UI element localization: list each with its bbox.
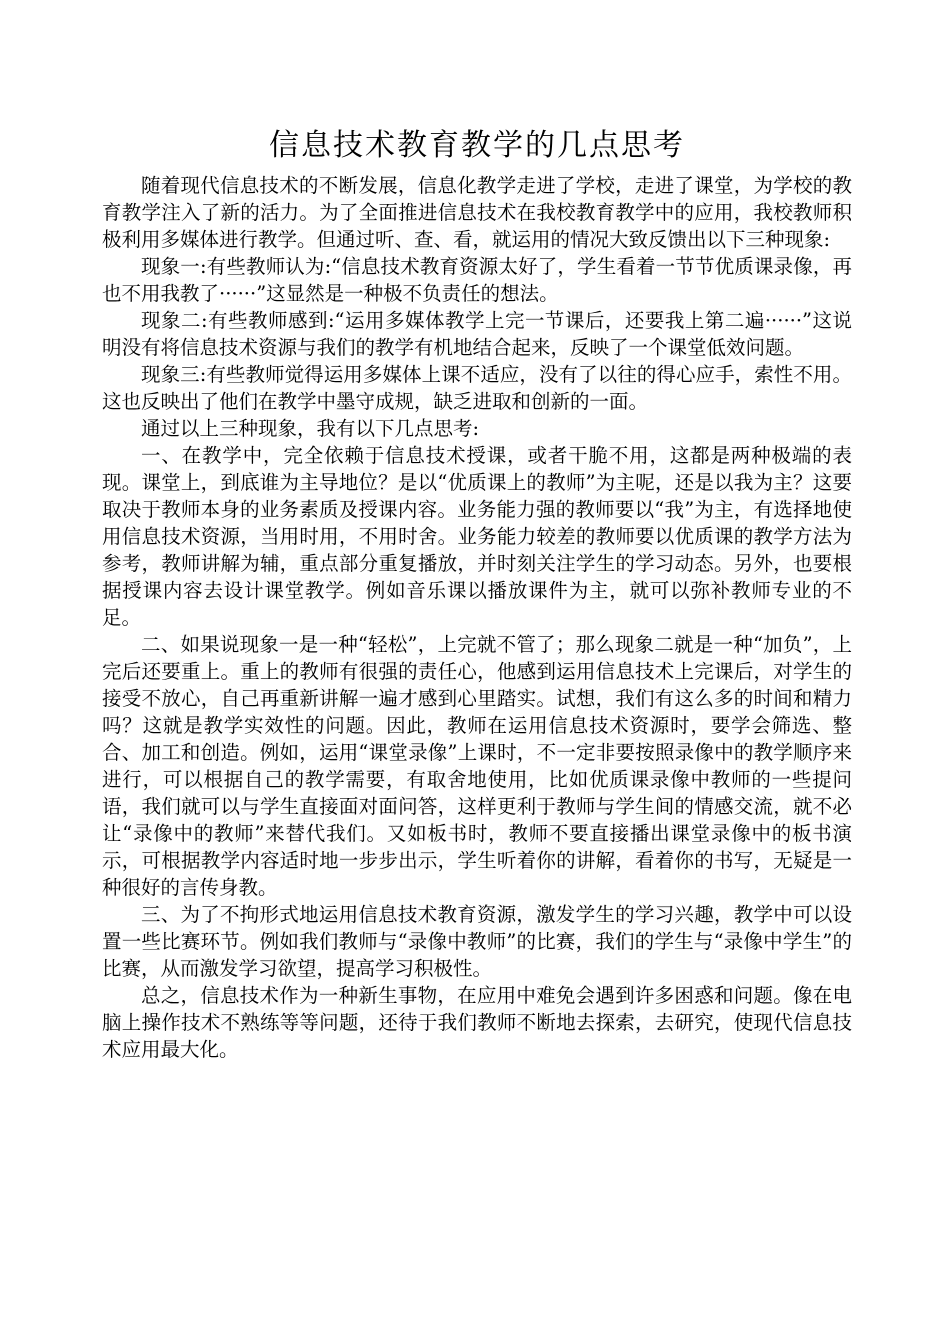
phenomenon-two-paragraph: 现象二:有些教师感到:“运用多媒体教学上完一节课后，还要我上第二遍······”这说明没有将信息技术资源与我们的教学有机地结合起来，反映了一个课堂低效问题。 xyxy=(102,309,852,359)
document-title: 信息技术教育教学的几点思考 xyxy=(269,128,685,163)
intro-paragraph: 随着现代信息技术的不断发展，信息化教学走进了学校，走进了课堂，为学校的教育教学注入了新的活力。为了全面推进信息技术在我校教育教学中的应用，我校教师积极利用多媒体进行教学。但通过听、查、看，就运用的情况大致反馈出以下三种现象: xyxy=(102,174,852,251)
thought-one-paragraph: 一、在教学中，完全依赖于信息技术授课，或者干脆不用，这都是两种极端的表现。课堂上，到底谁为主导地位？是以“优质课上的教师”为主呢，还是以我为主？这要取决于教师本身的业务素质及授课内容。业务能力强的教师要以“我”为主，有选择地使用信息技术资源，当用时用，不用时舍。业务能力较差的教师要以优质课的教学方法为参考，教师讲解为辅，重点部分重复播放，并时刻关注学生的学习动态。另外，也要根据授课内容去设计课堂教学。例如音乐课以播放课件为主，就可以弥补教师专业的不足。 xyxy=(102,444,852,629)
thought-two-paragraph: 二、如果说现象一是一种“轻松”，上完就不管了；那么现象二就是一种“加负”，上完后还要重上。重上的教师有很强的责任心，他感到运用信息技术上完课后，对学生的接受不放心，自己再重新讲解一遍才感到心里踏实。试想，我们有这么多的时间和精力吗？这就是教学实效性的问题。因此，教师在运用信息技术资源时，要学会筛选、整合、加工和创造。例如，运用“课堂录像”上课时，不一定非要按照录像中的教学顺序来进行，可以根据自己的教学需要，有取舍地使用，比如优质课录像中教师的一些提问语，我们就可以与学生直接面对面问答，这样更利于教师与学生间的情感交流，就不必让“录像中的教师”来替代我们。又如板书时，教师不要直接播出课堂录像中的板书演示，可根据教学内容适时地一步步出示，学生听着你的讲解，看着你的书写，无疑是一种很好的言传身教。 xyxy=(102,633,852,899)
transition-paragraph: 通过以上三种现象，我有以下几点思考: xyxy=(141,417,480,440)
phenomenon-three-paragraph: 现象三:有些教师觉得运用多媒体上课不适应，没有了以往的得心应手，索性不用。这也反映出了他们在教学中墨守成规，缺乏进取和创新的一面。 xyxy=(102,363,852,413)
document-page xyxy=(102,120,852,1063)
conclusion-paragraph: 总之，信息技术作为一种新生事物，在应用中难免会遇到许多困惑和问题。像在电脑上操作技术不熟练等等问题，还待于我们教师不断地去探索，去研究，使现代信息技术应用最大化。 xyxy=(102,984,852,1061)
phenomenon-one-paragraph: 现象一:有些教师认为:“信息技术教育资源太好了，学生看着一节节优质课录像，再也不用我教了······”这显然是一种极不负责任的想法。 xyxy=(102,255,852,305)
thought-three-paragraph: 三、为了不拘形式地运用信息技术教育资源，激发学生的学习兴趣，教学中可以设置一些比赛环节。例如我们教师与“录像中教师”的比赛，我们的学生与“录像中学生”的比赛，从而激发学习欲望，提高学习积极性。 xyxy=(102,903,852,980)
